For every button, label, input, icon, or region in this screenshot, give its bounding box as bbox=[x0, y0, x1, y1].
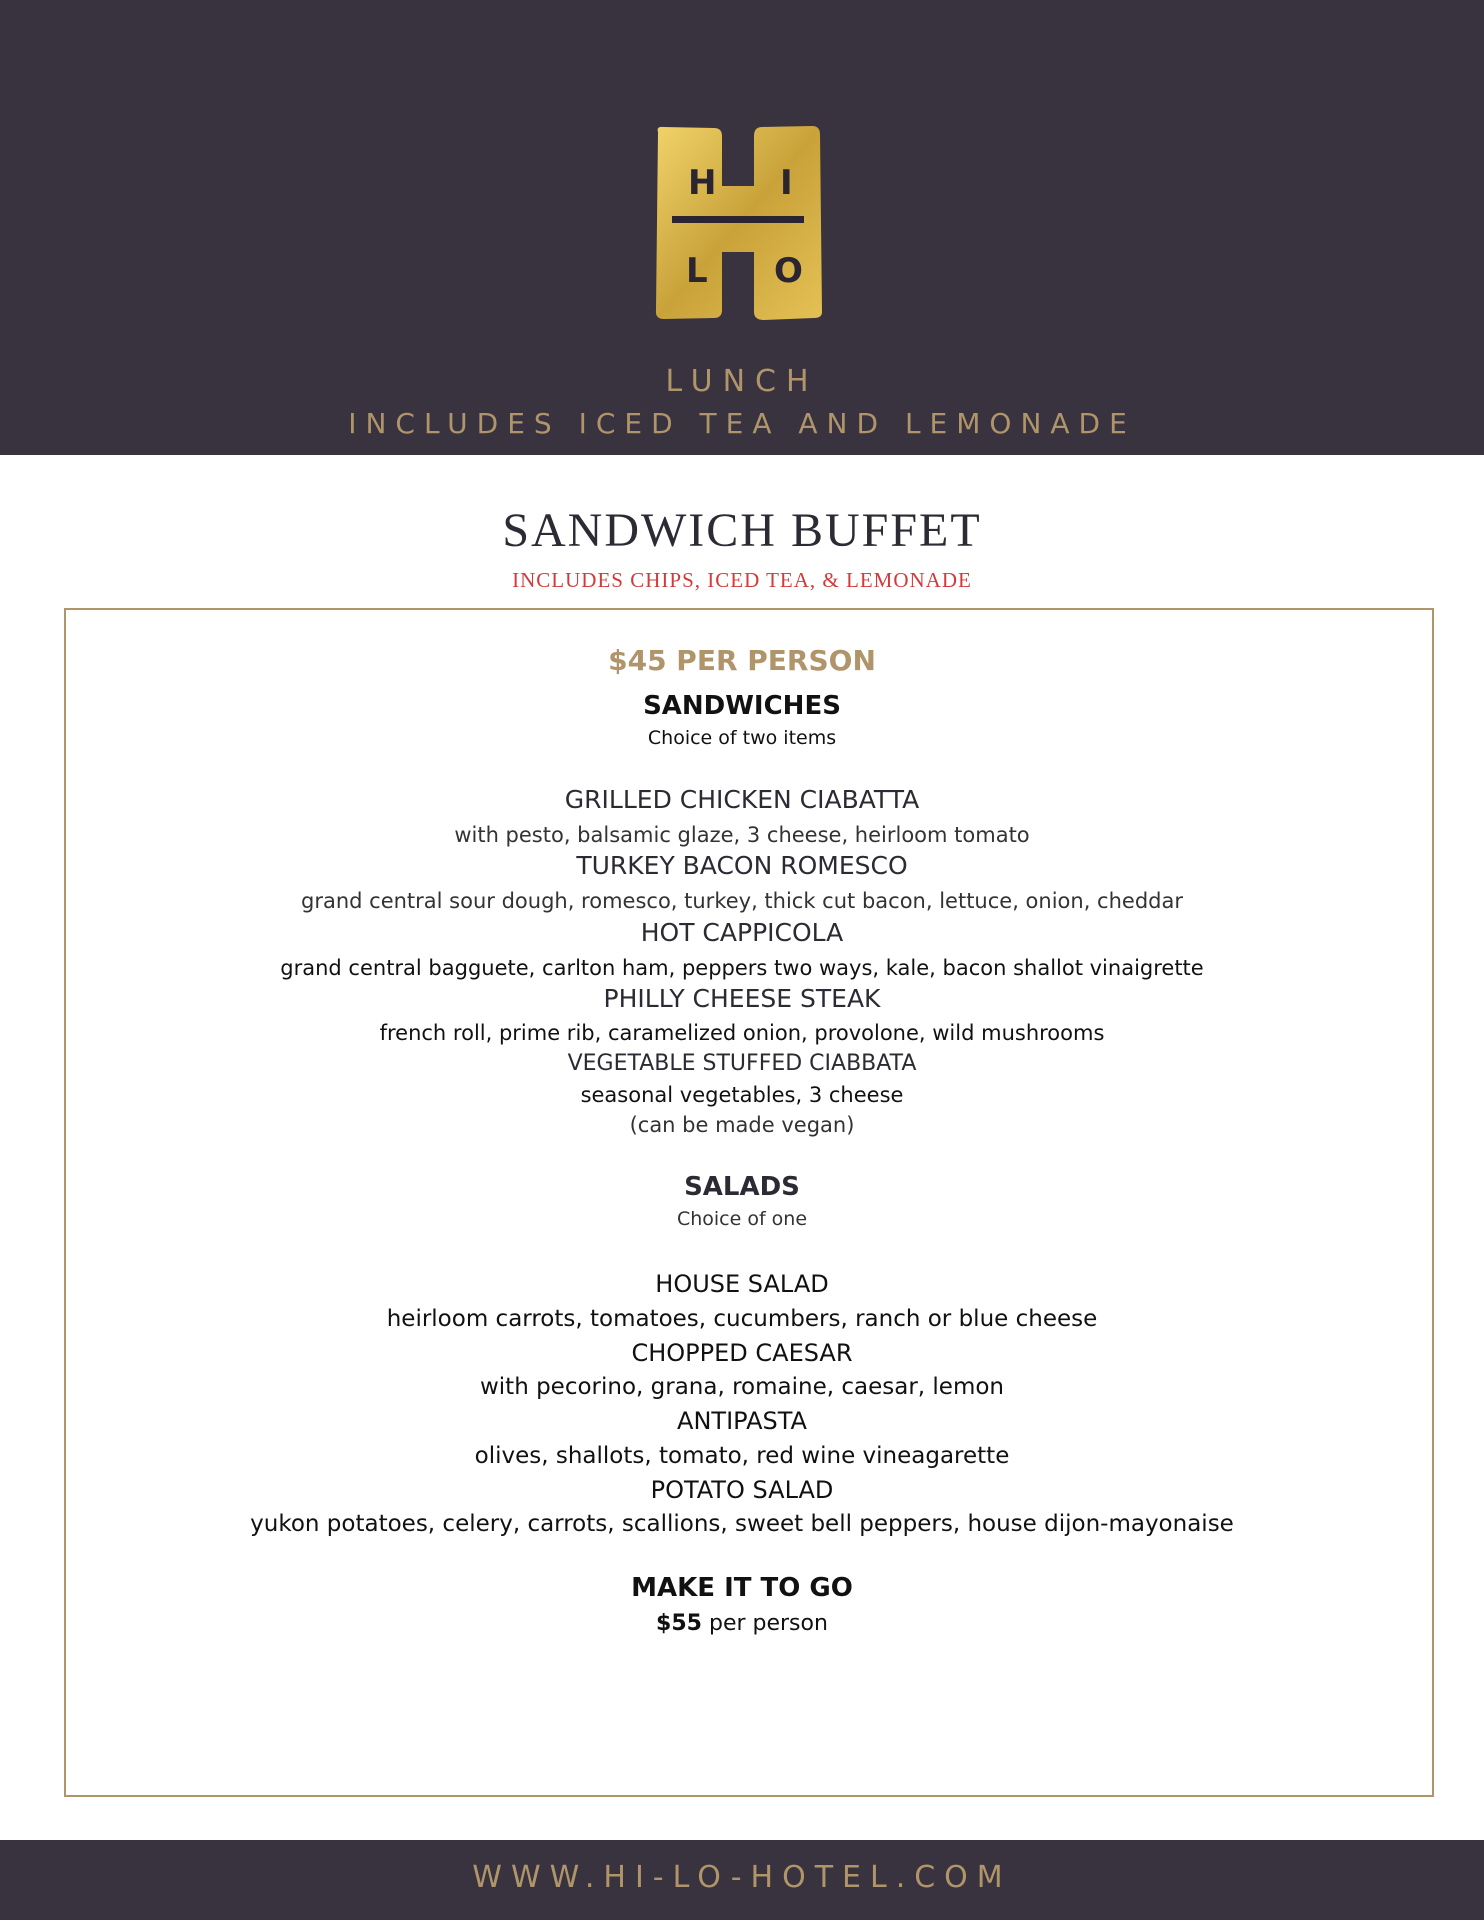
salad-description: with pecorino, grana, romaine, caesar, lemon bbox=[479, 1374, 1005, 1400]
salad-description: yukon potatoes, celery, carrots, scallions, sweet bell peppers, house dijon-mayonaise bbox=[250, 1511, 1234, 1537]
salad-description: heirloom carrots, tomatoes, cucumbers, ranch or blue cheese bbox=[386, 1306, 1098, 1332]
salad-name: HOUSE SALAD bbox=[655, 1270, 829, 1298]
buffet-price: $45 PER PERSON bbox=[608, 644, 876, 677]
sandwich-name: HOT CAPPICOLA bbox=[640, 918, 844, 947]
sandwich-description: seasonal vegetables, 3 cheese bbox=[580, 1083, 904, 1107]
to-go-heading: MAKE IT TO GO bbox=[631, 1573, 853, 1603]
sandwich-description: grand central bagguete, carlton ham, peppers two ways, kale, bacon shallot vinaigrette bbox=[280, 956, 1204, 980]
to-go-price: $55 bbox=[656, 1611, 702, 1636]
sandwich-name: VEGETABLE STUFFED CIABBATA bbox=[567, 1051, 917, 1076]
buffet-title: SANDWICH BUFFET bbox=[502, 504, 982, 557]
sandwich-description: grand central sour dough, romesco, turkey, thick cut bacon, lettuce, onion, cheddar bbox=[301, 889, 1183, 913]
website-link[interactable]: WWW.HI-LO-HOTEL.COM bbox=[472, 1860, 1012, 1895]
sandwich-name: GRILLED CHICKEN CIABATTA bbox=[564, 785, 920, 814]
sandwiches-heading: SANDWICHES bbox=[643, 691, 841, 721]
sandwich-description: with pesto, balsamic glaze, 3 cheese, heirloom tomato bbox=[454, 823, 1030, 847]
logo-letter-l: L bbox=[686, 251, 708, 291]
salads-heading: SALADS bbox=[684, 1172, 800, 1202]
salad-name: POTATO SALAD bbox=[650, 1476, 834, 1504]
salad-name: CHOPPED CAESAR bbox=[631, 1339, 853, 1367]
to-go-price-line bbox=[0, 1609, 1484, 1639]
footer-band bbox=[0, 1840, 1484, 1920]
logo-letter-h: H bbox=[688, 163, 717, 203]
salads-note: Choice of one bbox=[676, 1208, 808, 1230]
hi-lo-logo bbox=[652, 124, 824, 320]
sandwiches-note: Choice of two items bbox=[647, 727, 837, 749]
salad-description: olives, shallots, tomato, red wine vineagarette bbox=[474, 1443, 1010, 1469]
sandwich-name: TURKEY BACON ROMESCO bbox=[576, 851, 908, 880]
lunch-subtitle: INCLUDES ICED TEA AND LEMONADE bbox=[348, 407, 1136, 440]
logo-letter-i: I bbox=[780, 163, 793, 203]
sandwich-note-vegan: (can be made vegan) bbox=[629, 1113, 855, 1137]
logo-letter-o: O bbox=[774, 251, 803, 291]
header-band bbox=[0, 0, 1484, 455]
buffet-subtitle: INCLUDES CHIPS, ICED TEA, & LEMONADE bbox=[512, 568, 972, 592]
sandwich-description: french roll, prime rib, caramelized onion, provolone, wild mushrooms bbox=[379, 1021, 1105, 1045]
sandwich-name: PHILLY CHEESE STEAK bbox=[603, 984, 881, 1013]
lunch-title: LUNCH bbox=[665, 364, 819, 399]
salad-name: ANTIPASTA bbox=[677, 1407, 807, 1435]
to-go-price-suffix: per person bbox=[701, 1611, 828, 1636]
